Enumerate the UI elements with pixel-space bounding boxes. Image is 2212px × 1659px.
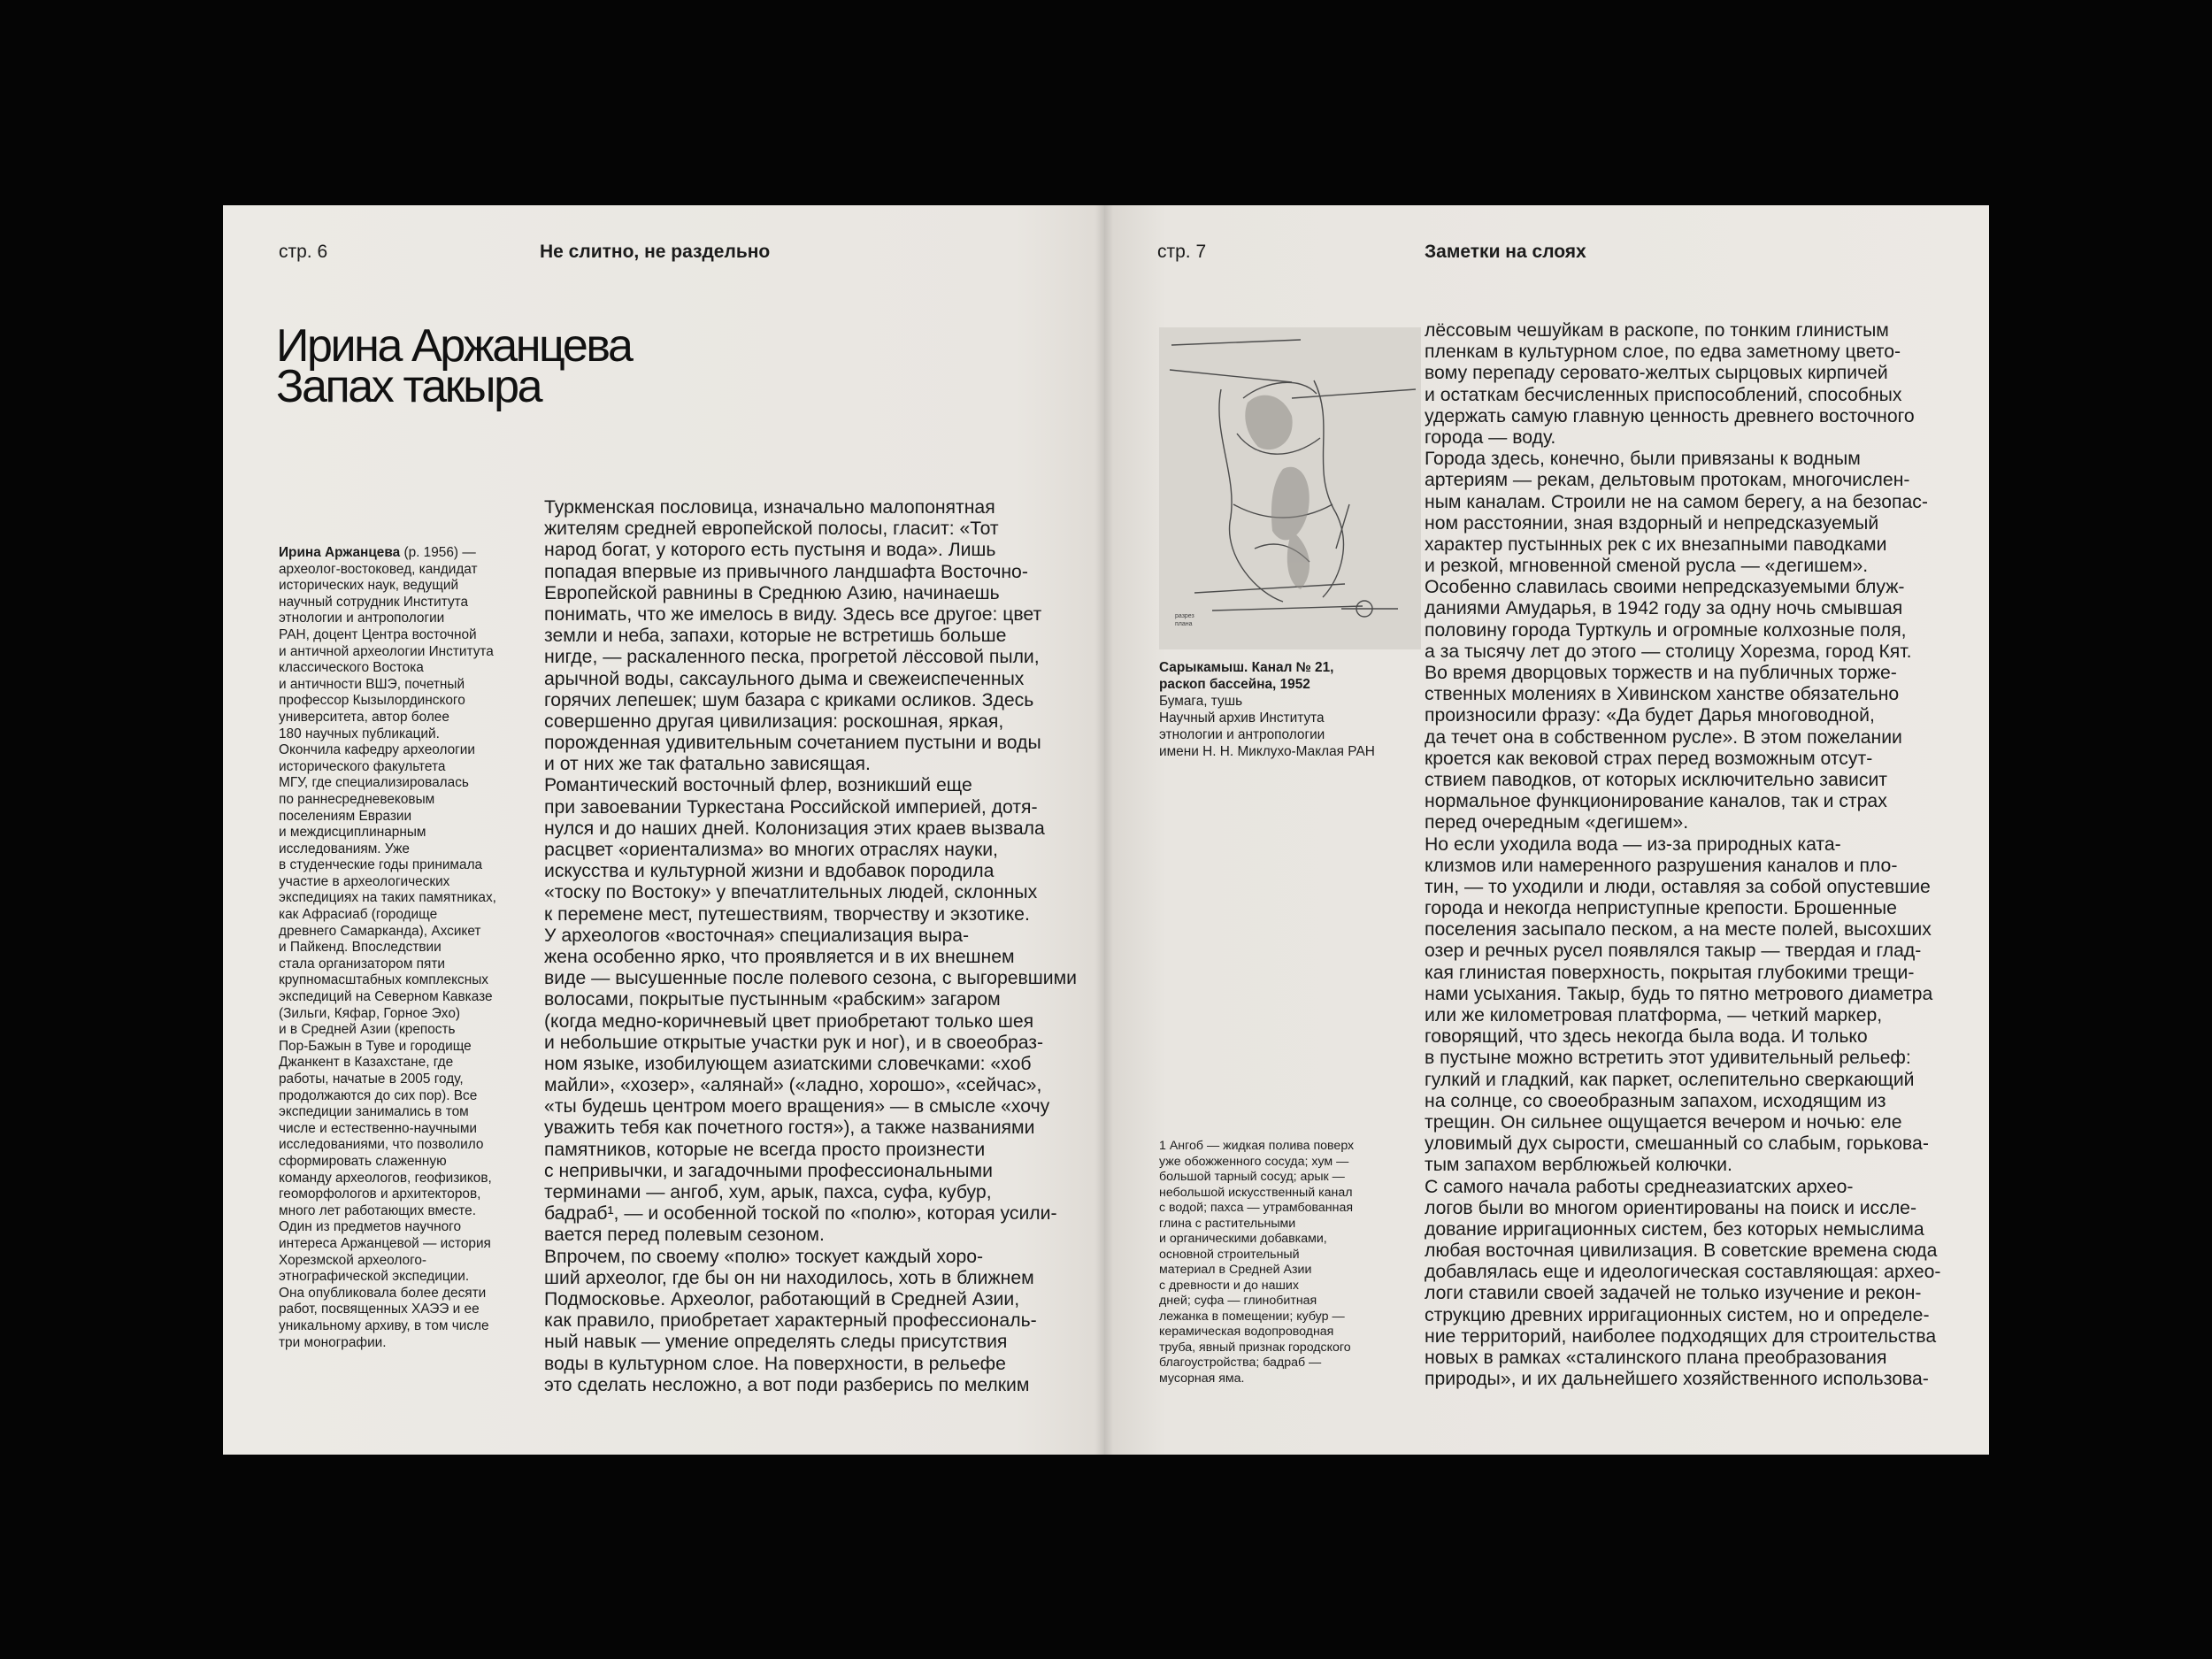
body-line: характер пустынных рек с их внезапными паводками [1425, 534, 1887, 555]
footnote-line: небольшой искусственный канал [1159, 1185, 1353, 1200]
body-line: нормальное функционирование каналов, так и страх [1425, 791, 1887, 812]
body-line: пленкам в культурном слое, по едва заметному цвето- [1425, 342, 1901, 363]
body-line: искусства и культурной жизни и вдобавок породила [544, 861, 995, 882]
body-line: попадая впервые из привычного ландшафта Восточно- [544, 561, 1028, 582]
body-line: Европейской равнины в Среднюю Азию, начинаешь [544, 582, 1000, 603]
bio-line: работ, посвященных ХАЭЭ и ее [279, 1302, 480, 1317]
archive-drawing [1159, 327, 1421, 649]
body-line: произносили фразу: «Да будет Дарья многоводной, [1425, 705, 1875, 726]
footnote-line: с древности и до наших [1159, 1278, 1299, 1293]
body-line: горячих лепешек; шум базара с криками осликов. Здесь [544, 689, 1034, 710]
body-line: дование ирригационных систем, без которых немыслима [1425, 1218, 1924, 1240]
archaeological-plan-drawing-icon [1159, 327, 1421, 649]
body-line: или же километровая платформа, — четкий маркер, [1425, 1005, 1883, 1025]
bio-line: уникальному архиву, в том числе [279, 1317, 489, 1333]
bio-line: классического Востока [279, 660, 424, 676]
body-line: клизмов или намеренного разрушения каналов и пло- [1425, 855, 1898, 876]
body-line: нигде, — раскаленного песка, прогретой лёссовой пыли, [544, 647, 1040, 668]
body-line: ственных молениях в Хивинском ханстве обязательно [1425, 684, 1900, 705]
bio-line: участие в археологических [279, 873, 450, 889]
bio-line: МГУ, где специализировалась [279, 775, 469, 791]
body-line: порожденная удивительным сочетанием пустыни и воды [544, 733, 1041, 754]
caption-title-line: Сарыкамыш. Канал № 21, [1159, 660, 1334, 675]
caption-line: этнологии и антропологии [1159, 727, 1325, 742]
footnote-line: дней; суфа — глинобитная [1159, 1294, 1317, 1308]
bio-line: крупномасштабных комплексных [279, 972, 488, 988]
body-line: Романтический восточный флер, возникший еще [544, 775, 972, 796]
body-line: да течет она в собственном русле». В этом пожелании [1425, 726, 1902, 748]
body-line: уловимый дух сырости, смешанный со слабым, горькова- [1425, 1133, 1929, 1155]
caption-title-line: раскоп бассейна, 1952 [1159, 677, 1310, 692]
bio-line: как Афрасиаб (городище [279, 907, 438, 923]
bio-line: экспедициях на таких памятниках, [279, 890, 496, 906]
bio-line: археолог-востоковед, кандидат [279, 561, 478, 577]
body-line: гулкий и гладкий, как паркет, ослепительно сверкающий [1425, 1069, 1915, 1090]
body-line: памятников, которые не всегда просто произнести [544, 1139, 986, 1160]
body-line: воды в культурном слое. На поверхности, в рельефе [544, 1353, 1006, 1374]
body-line: бадраб¹, — и особенной тоской по «полю», которая усили- [544, 1203, 1057, 1225]
footnote-line: 1 Ангоб — жидкая полива поверх [1159, 1139, 1355, 1153]
figure-caption [1159, 659, 1425, 760]
article-body-right [1425, 320, 1941, 1390]
body-line: совершенно другая цивилизация: роскошная, яркая, [544, 710, 1004, 732]
body-line: тин, — то уходили и люди, оставляя за собой опустевшие [1425, 876, 1931, 897]
bio-line: научный сотрудник Института [279, 594, 469, 610]
article-title [276, 320, 632, 412]
footnote-line: лежанка в помещении; кубур — [1159, 1309, 1345, 1324]
body-line: нами усыхания. Такыр, будь то пятно метрового диаметра [1425, 983, 1933, 1004]
bio-line: геоморфологов и архитекторов, [279, 1187, 481, 1202]
body-line: арычной воды, саксаульного дыма и свежеиспеченных [544, 668, 1025, 689]
magazine-spread [223, 205, 1989, 1455]
right-page [1104, 205, 1989, 1455]
body-line: расцвет «ориентализма» во многих отраслях науки, [544, 840, 998, 860]
bio-name: Ирина Аржанцева [279, 545, 401, 560]
body-line: струкцию древних ирригационных систем, но и определе- [1425, 1304, 1930, 1325]
bio-years: (р. 1956) — [400, 545, 476, 560]
body-line: (когда медно-коричневый цвет приобретают только шея [544, 1010, 1034, 1032]
bio-line: и античной археологии Института [279, 643, 494, 659]
body-line: уважить тебя как почетного гостя»), а также названиями [544, 1118, 1035, 1139]
footnote-line: мусорная яма. [1159, 1371, 1245, 1386]
body-line: кая глинистая поверхность, покрытая глубокими трещи- [1425, 962, 1915, 983]
bio-line: исследованиями, что позволило [279, 1137, 484, 1153]
bio-line: интереса Аржанцевой — история [279, 1235, 491, 1251]
bio-line: этнологии и антропологии [279, 611, 445, 626]
bio-line: и Пайкенд. Впоследствии [279, 940, 442, 956]
body-line: говорящий, что здесь некогда была вода. И только [1425, 1026, 1868, 1048]
body-line: кроется как вековой страх перед возможным отсут- [1425, 748, 1873, 769]
body-line: на солнце, со своеобразным запахом, исходящим из [1425, 1090, 1886, 1111]
bio-line: университета, автор более [279, 709, 449, 725]
footnote-line: основной строительный [1159, 1247, 1300, 1262]
bio-line: РАН, доцент Центра восточной [279, 626, 477, 642]
body-line: добавлялась еще и идеологическая составляющая: архео- [1425, 1262, 1941, 1283]
bio-line: команду археологов, геофизиков, [279, 1170, 492, 1186]
spine-gutter [1095, 205, 1113, 1455]
running-head: Не слитно, не раздельно [540, 242, 771, 262]
bio-line: и в Средней Азии (крепость [279, 1022, 456, 1038]
footnote-line: благоустройства; бадраб — [1159, 1356, 1322, 1370]
body-line: ном расстоянии, зная вздорный и непредсказуемый [1425, 512, 1879, 534]
footnote-line: керамическая водопроводная [1159, 1325, 1334, 1339]
body-line: земли и неба, запахи, которые не встретишь больше [544, 626, 1007, 647]
footnote-line: глина с растительными [1159, 1216, 1296, 1231]
body-line: к перемене мест, путешествиям, творчеству и экзотике. [544, 903, 1030, 925]
bio-line: и междисциплинарным [279, 825, 426, 841]
body-line: любая восточная цивилизация. В советские времена сюда [1425, 1240, 1938, 1262]
body-line: Туркменская пословица, изначально малопонятная [544, 497, 995, 518]
title-line-article: Запах такыра [276, 361, 541, 412]
bio-line: продолжаются до сих пор). Все [279, 1087, 478, 1103]
body-line: как правило, приобретает характерный профессиональ- [544, 1310, 1037, 1332]
footnote-line: материал в Средней Азии [1159, 1263, 1312, 1277]
body-line: города — воду. [1425, 426, 1556, 448]
bio-line: в студенческие годы принимала [279, 857, 483, 873]
running-head: Заметки на слоях [1425, 242, 1586, 262]
bio-line: 180 научных публикаций. [279, 726, 440, 741]
body-line: озер и речных русел появлялся такыр — твердая и глад- [1425, 941, 1922, 962]
bio-line: много лет работающих вместе. [279, 1202, 477, 1218]
body-line: ствием паводков, от которых исключительно зависит [1425, 769, 1888, 790]
caption-line: Бумага, тушь [1159, 694, 1243, 709]
left-page [223, 205, 1104, 1455]
bio-line: экспедиции занимались в том [279, 1104, 469, 1120]
body-line: терминами — ангоб, хум, арык, пахса, суфа, кубур, [544, 1182, 992, 1202]
bio-line: и античности ВШЭ, почетный [279, 676, 465, 692]
bio-line: сформировать слаженную [279, 1153, 447, 1169]
footnote-line: с водой; пахса — утрамбованная [1159, 1201, 1354, 1215]
body-line: природы», и их дальнейшего хозяйственного использова- [1425, 1369, 1929, 1390]
body-line: нулся и до наших дней. Колонизация этих краев вызвала [544, 818, 1045, 839]
bio-line: по раннесредневековым [279, 791, 435, 807]
body-line: Во время дворцовых торжеств и на публичных торже- [1425, 663, 1897, 683]
footnote [1159, 1139, 1407, 1386]
body-line: и небольшие открытые участки рук и ног), и в своеобраз- [544, 1032, 1044, 1053]
body-line: Города здесь, конечно, были привязаны к водным [1425, 449, 1861, 470]
body-line: вается перед полевым сезоном. [544, 1225, 825, 1246]
footnote-line: уже обожженного сосуда; хум — [1159, 1154, 1349, 1169]
footnote-line: и органическими добавками, [1159, 1232, 1327, 1246]
bio-line: Окончила кафедру археологии [279, 742, 475, 758]
bio-line: Один из предметов научного [279, 1219, 462, 1235]
body-line: и резкой, мгновенной сменой русла — «дегишем». [1425, 556, 1869, 577]
body-line: удержать самую главную ценность древнего восточного [1425, 405, 1915, 426]
bio-line: Пор-Бажын в Туве и городище [279, 1038, 472, 1054]
bio-line: Джанкент в Казахстане, где [279, 1055, 454, 1071]
body-line: «тоску по Востоку» у впечатлительных людей, склонных [544, 882, 1038, 903]
body-line: тым запахом верблюжьей колючки. [1425, 1155, 1732, 1176]
bio-line: исторического факультета [279, 758, 446, 774]
body-line: города и некогда неприступные крепости. Брошенные [1425, 898, 1897, 919]
body-line: понимать, что же имелось в виду. Здесь все другое: цвет [544, 603, 1042, 625]
body-line: Особенно славилась своими непредсказуемыми блуж- [1425, 577, 1905, 598]
body-line: при завоевании Туркестана Российской империей, дотя- [544, 796, 1038, 818]
page-number: стр. 6 [279, 242, 328, 262]
body-line: трещин. Он сильнее ощущается вечером и ночью: еле [1425, 1111, 1902, 1133]
body-line: ние территорий, наиболее подходящих для строительства [1425, 1325, 1937, 1347]
body-line: а за тысячу лет до этого — столицу Хорезма, город Кят. [1425, 641, 1912, 662]
body-line: и остаткам бесчисленных приспособлений, способных [1425, 384, 1902, 405]
body-line: У археологов «восточная» специализация выра- [544, 925, 970, 946]
bio-line: три монографии. [279, 1334, 387, 1350]
body-line: с непривычки, и загадочными профессиональными [544, 1160, 993, 1181]
body-line: Подмосковье. Археолог, работающий в Средней Азии, [544, 1288, 1020, 1310]
body-line: майли», «хозер», «алянай» («ладно, хорошо», «сейчас», [544, 1075, 1042, 1096]
bio-line: Хорезмской археолого- [279, 1252, 427, 1268]
body-line: ный навык — умение определять следы присутствия [544, 1332, 1008, 1353]
bio-line: числе и естественно-научными [279, 1120, 478, 1136]
footnote-line: труба, явный признак городского [1159, 1340, 1351, 1355]
body-line: Но если уходила вода — из-за природных ката- [1425, 833, 1841, 855]
body-line: ном языке, изобилующем азиатскими словечками: «хоб [544, 1053, 1032, 1074]
bio-line: Она опубликовала более десяти [279, 1285, 487, 1301]
body-line: «ты будешь центром моего вращения» — в смысле «хочу [544, 1096, 1050, 1118]
body-line: артериям — рекам, дельтовым протокам, многочислен- [1425, 470, 1910, 491]
svg-text:плана: плана [1175, 621, 1193, 627]
author-bio [279, 545, 518, 1351]
body-line: Впрочем, по своему «полю» тоскует каждый хоро- [544, 1246, 984, 1267]
bio-line: стала организатором пяти [279, 956, 446, 972]
body-line: поселения засыпало песком, а на месте полей, высохших [1425, 919, 1932, 941]
bio-line: профессор Кызылординского [279, 693, 465, 709]
article-body-left [544, 497, 1078, 1396]
bio-line: исследованиям. Уже [279, 841, 410, 856]
caption-line: Научный архив Института [1159, 710, 1325, 726]
title-line-author: Ирина Аржанцева [276, 320, 632, 372]
bio-line: работы, начатые в 2005 году, [279, 1071, 464, 1087]
body-line: ным каналам. Строили не на самом берегу, а на безопас- [1425, 491, 1928, 512]
body-line: ший археолог, где бы он ни находилось, хоть в ближнем [544, 1267, 1034, 1288]
body-line: жителям средней европейской полосы, гласит: «Тот [544, 518, 999, 540]
bio-line: этнографической экспедиции. [279, 1269, 470, 1285]
page-number: стр. 7 [1157, 242, 1207, 262]
body-line: народ богат, у которого есть пустыня и вода». Лишь [544, 540, 996, 561]
body-line: волосами, покрытые пустынным «рабским» загаром [544, 989, 1001, 1010]
body-line: жена особенно ярко, что проявляется и в их внешнем [544, 946, 1015, 967]
body-line: перед очередным «дегишем». [1425, 812, 1689, 833]
body-line: и от них же так фатально зависящая. [544, 754, 871, 775]
body-line: логов были во многом ориентированы на поиск и иссле- [1425, 1197, 1917, 1218]
body-line: это сделать несложно, а вот поди разберись по мелким [544, 1374, 1030, 1395]
bio-line: исторических наук, ведущий [279, 578, 459, 594]
caption-line: имени Н. Н. Миклухо-Маклая РАН [1159, 744, 1375, 759]
footnote-line: большой тарный сосуд; арык — [1159, 1170, 1345, 1184]
body-line: вому перепаду серовато-желтых сырцовых кирпичей [1425, 363, 1888, 384]
body-line: в пустыне можно встретить этот удивительный рельеф: [1425, 1048, 1911, 1069]
svg-text:разрез: разрез [1175, 613, 1194, 619]
body-line: даниями Амударья, в 1942 году за одну ночь смывшая [1425, 598, 1903, 619]
bio-first-line [279, 545, 518, 562]
body-line: лёссовым чешуйкам в раскопе, по тонким глинистым [1425, 320, 1889, 341]
body-line: половину города Турткуль и огромные колхозные поля, [1425, 619, 1907, 641]
bio-line: поселениям Евразии [279, 808, 412, 824]
body-line: логи ставили своей задачей не только изучение и рекон- [1425, 1283, 1922, 1304]
bio-line: экспедиций на Северном Кавказе [279, 989, 493, 1005]
bio-line: (Зильги, Кяфар, Горное Эхо) [279, 1005, 460, 1021]
body-line: новых в рамках «сталинского плана преобразования [1425, 1348, 1887, 1368]
bio-line: древнего Самарканда), Ахсикет [279, 923, 481, 939]
body-line: виде — высушенные после полевого сезона, с выгоревшими [544, 968, 1078, 989]
body-line: С самого начала работы среднеазиатских архео- [1425, 1176, 1854, 1197]
